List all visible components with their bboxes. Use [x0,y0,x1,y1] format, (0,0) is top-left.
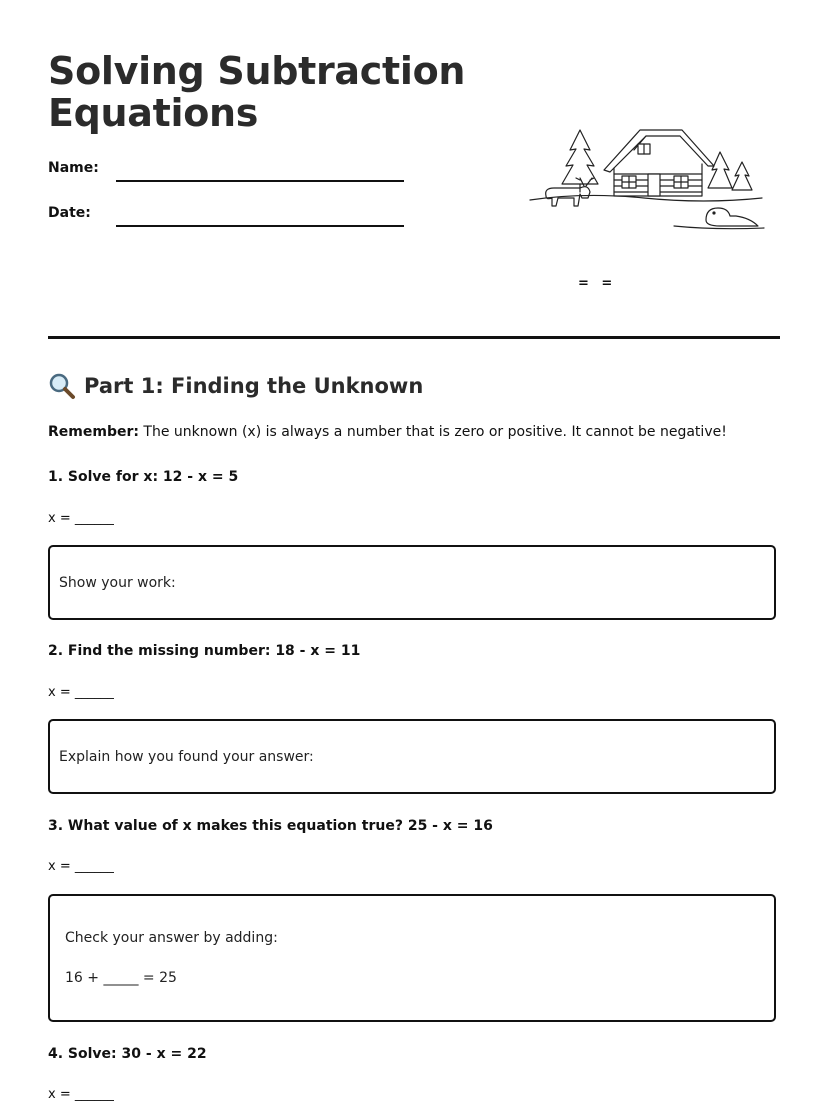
title-line-1: Solving Subtraction [48,49,466,93]
work-box-3[interactable] [48,894,776,1022]
work-box-2-label: Explain how you found your answer: [59,749,314,765]
work-box-1[interactable] [48,545,776,620]
magnifier-icon [48,372,76,400]
name-field[interactable] [116,180,404,182]
remember-label: Remember: [48,424,139,440]
question-1-answer[interactable]: x = ______ [48,511,114,526]
question-1-prompt: 1. Solve for x: 12 - x = 5 [48,469,239,485]
work-box-3-label: Check your answer by adding: [65,930,278,946]
work-box-1-label: Show your work: [59,575,176,591]
question-4-prompt: 4. Solve: 30 - x = 22 [48,1046,207,1062]
question-2-answer[interactable]: x = ______ [48,685,114,700]
remember-note [48,424,727,440]
title-line-2: Equations [48,91,259,135]
question-3-answer[interactable]: x = ______ [48,859,114,874]
question-2-prompt: 2. Find the missing number: 18 - x = 11 [48,643,361,659]
work-box-2[interactable] [48,719,776,794]
date-field[interactable] [116,225,404,227]
name-label: Name: [48,160,99,176]
remember-text: The unknown (x) is always a number that is zero or positive. It cannot be negative! [138,424,727,440]
section-divider [48,336,780,339]
page-title [48,50,465,134]
section-heading-part-1 [48,372,423,400]
work-box-3-check: 16 + _____ = 25 [65,970,177,986]
question-3-prompt: 3. What value of x makes this equation true? 25 - x = 16 [48,818,493,834]
equals-marks: = = [578,276,617,291]
date-label: Date: [48,205,91,221]
section-title-text: Part 1: Finding the Unknown [84,374,424,398]
cabin-scene-icon [524,122,768,236]
question-4-answer[interactable]: x = ______ [48,1087,114,1102]
